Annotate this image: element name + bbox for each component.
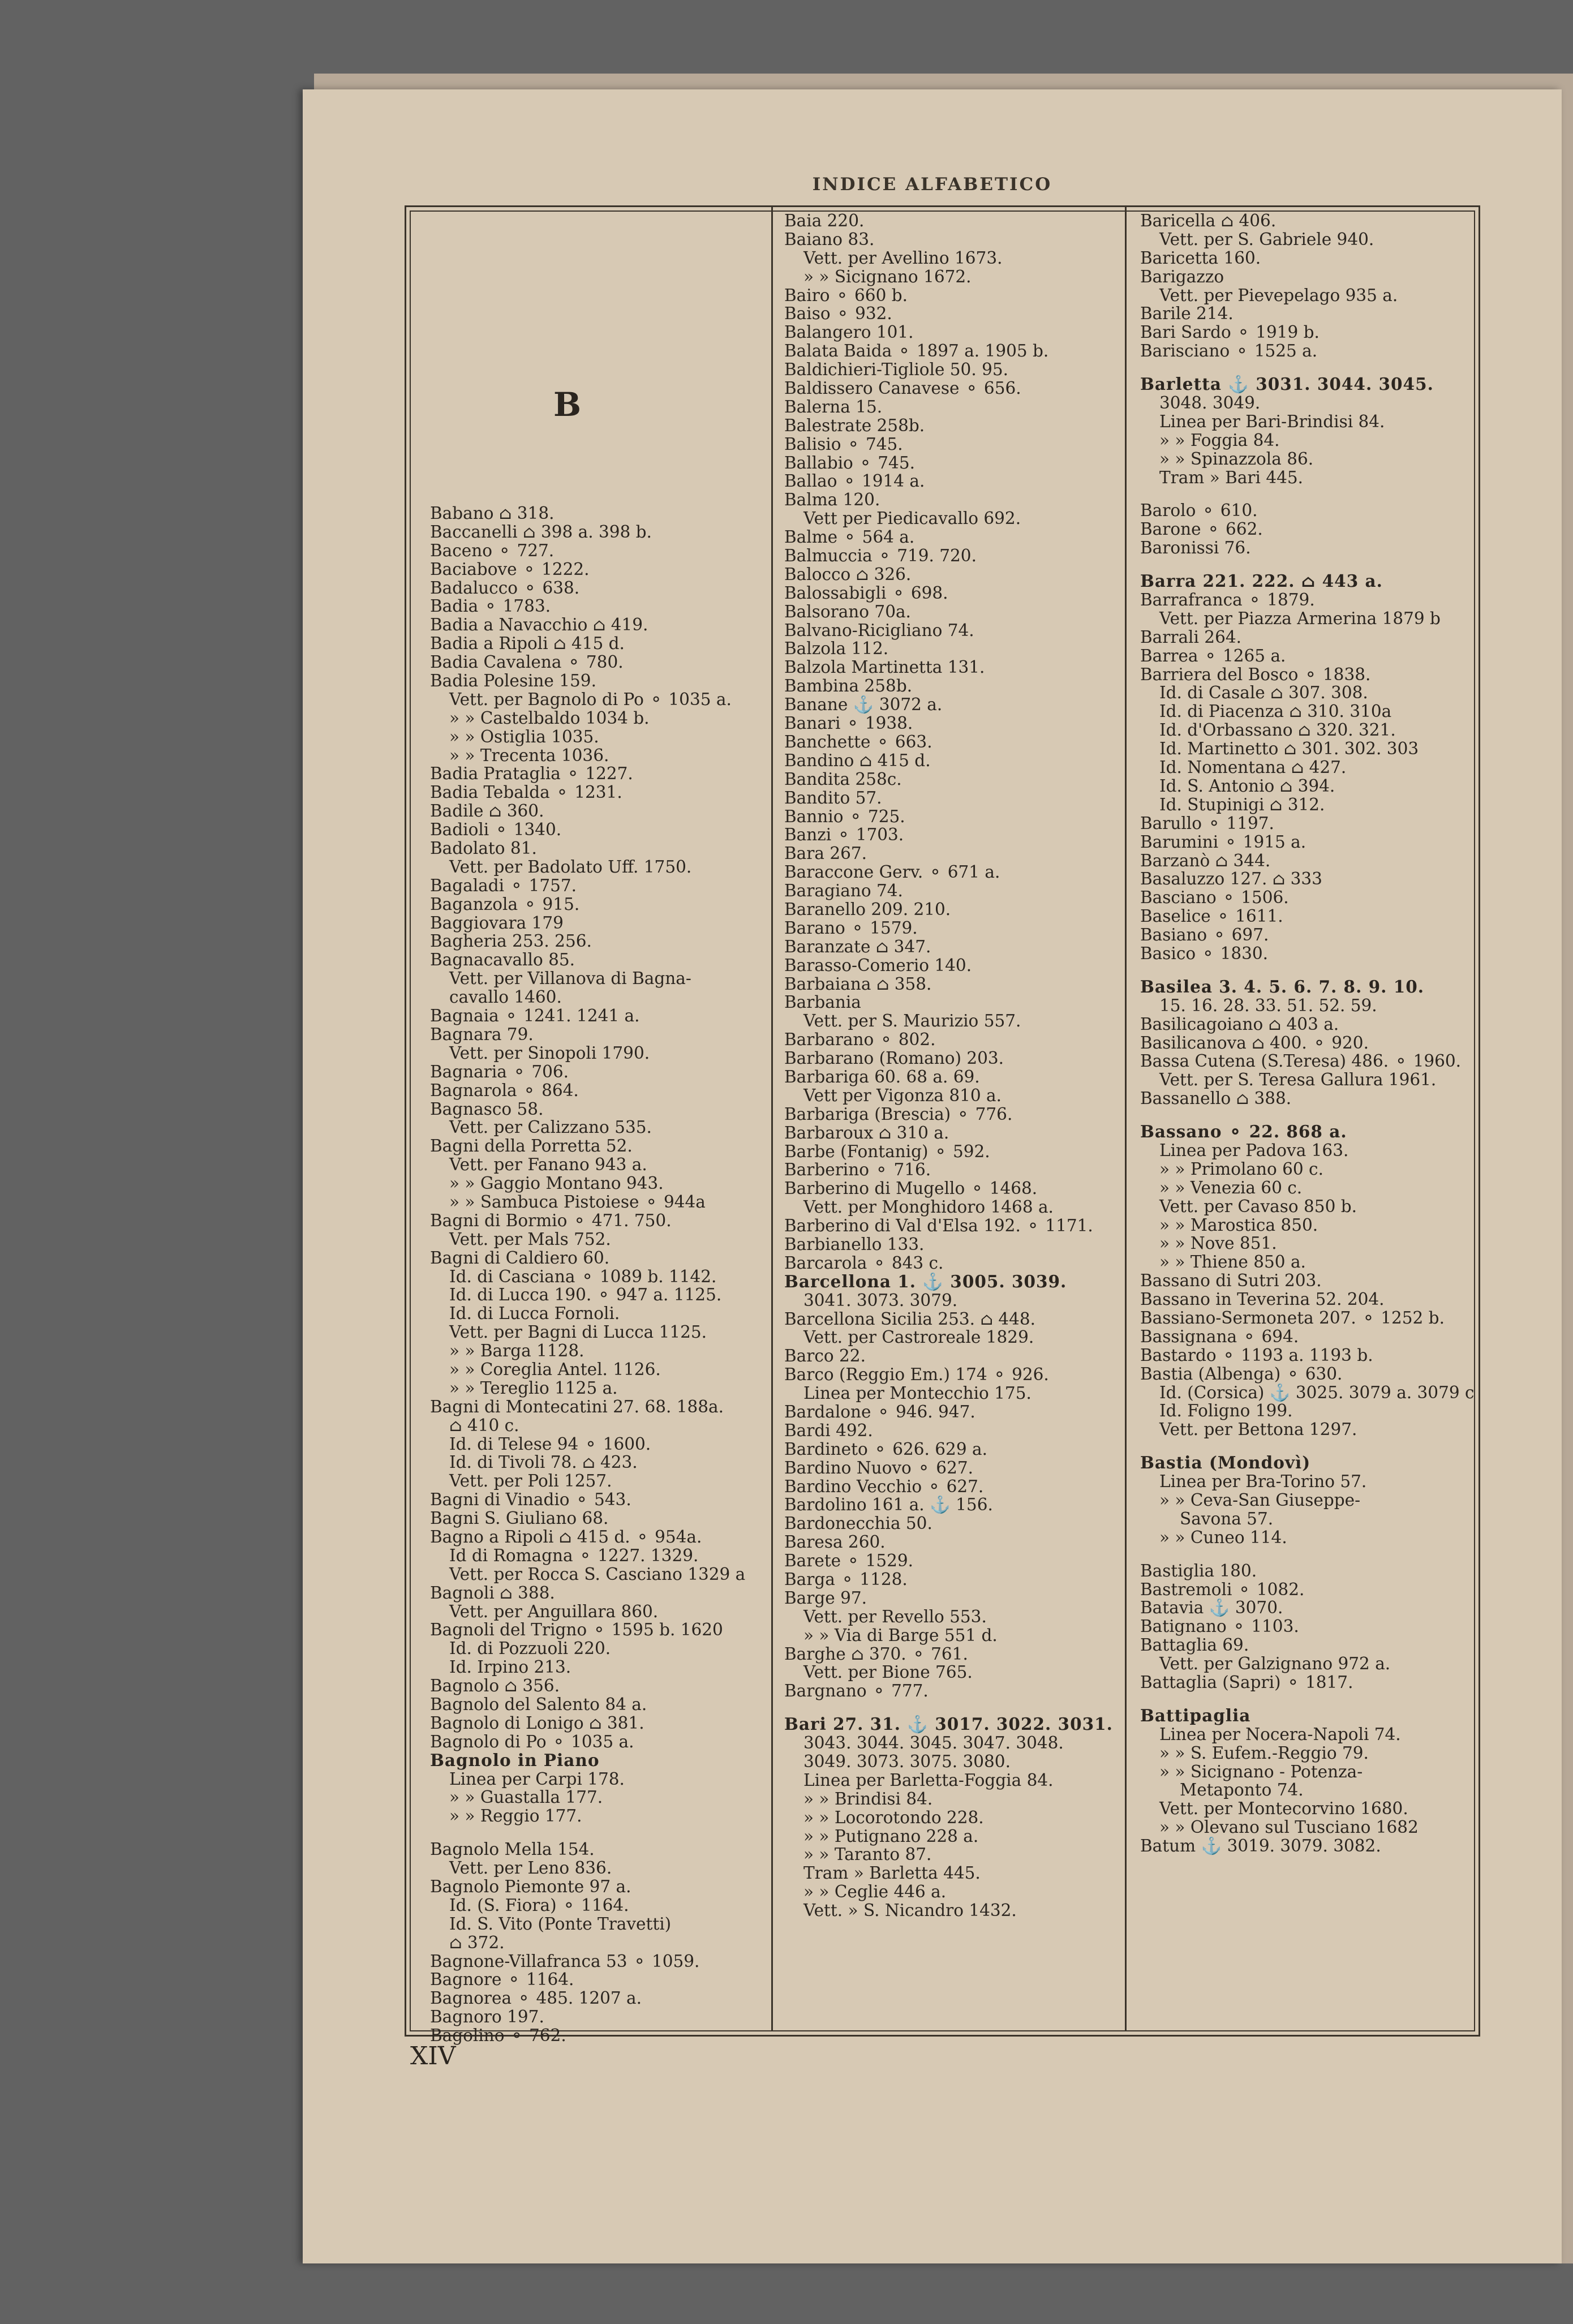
index-entry: » » Barga 1128. — [449, 1341, 584, 1361]
index-entry: Bardino Nuovo ⚬ 627. — [784, 1458, 973, 1477]
index-entry: Bagheria 253. 256. — [430, 931, 592, 951]
index-entry: Vett. per Sinopoli 1790. — [449, 1043, 650, 1063]
index-entry: Bara 267. — [784, 844, 867, 864]
index-entry: Vett. per Leno 836. — [449, 1858, 612, 1878]
index-entry: Bagnolo del Salento 84 a. — [430, 1695, 647, 1714]
index-entry: Barbarano ⚬ 802. — [784, 1030, 936, 1050]
index-entry: 3049. 3073. 3075. 3080. — [803, 1752, 1011, 1772]
entry-gap — [1140, 557, 1485, 572]
index-entry: Linea per Carpi 178. — [449, 1769, 625, 1789]
index-entry: Barbaroux ⌂ 310 a. — [784, 1123, 949, 1142]
index-entry: Barge 97. — [784, 1588, 867, 1608]
entry-gap — [784, 1700, 1135, 1715]
index-entry: Barbianello 133. — [784, 1234, 925, 1254]
index-entry: Bannio ⚬ 725. — [784, 806, 905, 826]
index-entry: Vett. per Bagni di Lucca 1125. — [449, 1322, 707, 1342]
index-entry: Balvano-Ricigliano 74. — [784, 620, 974, 640]
index-entry: Badile ⌂ 360. — [430, 801, 544, 821]
index-entry: Bastiglia 180. — [1140, 1561, 1257, 1580]
index-entry: Bagnoli ⌂ 388. — [430, 1583, 555, 1603]
index-entry: Barcellona Sicilia 253. ⌂ 448. — [784, 1309, 1036, 1329]
index-entry: Barile 214. — [1140, 304, 1234, 324]
index-entry: Baranzate ⌂ 347. — [784, 937, 931, 956]
index-entry: Vett. per Poli 1257. — [449, 1471, 612, 1491]
index-entry: Bagno a Ripoli ⌂ 415 d. ⚬ 954a. — [430, 1527, 702, 1547]
index-entry: Vett per Piedicavallo 692. — [803, 509, 1021, 529]
index-entry: Baggiovara 179 — [430, 913, 564, 933]
index-entry: Bardalone ⚬ 946. 947. — [784, 1402, 975, 1421]
index-entry: Vett. per Anguillara 860. — [449, 1601, 659, 1621]
index-entry: Barcellona 1. ⚓ 3005. 3039. — [784, 1271, 1067, 1291]
index-entry: » » Taranto 87. — [803, 1845, 932, 1865]
index-entry: Vett. per Calizzano 535. — [449, 1118, 652, 1137]
index-entry: 3043. 3044. 3045. 3047. 3048. — [803, 1733, 1064, 1753]
index-entry: Linea per Bari-Brindisi 84. — [1159, 411, 1385, 431]
index-entry: Badalucco ⚬ 638. — [430, 578, 580, 598]
index-entry: 3041. 3073. 3079. — [803, 1290, 958, 1310]
index-entry: Baciabove ⚬ 1222. — [430, 559, 590, 579]
index-entry: Bastremoli ⚬ 1082. — [1140, 1579, 1305, 1599]
index-entry: » » Cuneo 114. — [1159, 1527, 1287, 1547]
index-entry: Bassano ⚬ 22. 868 a. — [1140, 1122, 1347, 1142]
index-entry: Id. di Piacenza ⌂ 310. 310a — [1159, 702, 1392, 721]
index-entry: Bairo ⚬ 660 b. — [784, 285, 908, 305]
index-entry: Bandino ⌂ 415 d. — [784, 750, 931, 770]
index-entry: Basilea 3. 4. 5. 6. 7. 8. 9. 10. — [1140, 976, 1425, 996]
index-entry: Bari 27. 31. ⚓ 3017. 3022. 3031. — [784, 1714, 1113, 1734]
index-entry: Badia a Ripoli ⌂ 415 d. — [430, 634, 625, 654]
index-entry: Barberino di Mugello ⚬ 1468. — [784, 1179, 1038, 1198]
index-entry: Vett. per Bettona 1297. — [1159, 1420, 1357, 1440]
index-entry: Bagni S. Giuliano 68. — [430, 1509, 609, 1528]
entry-gap — [1140, 487, 1485, 501]
index-entry: Balma 120. — [784, 490, 880, 510]
index-entry: » » Coreglia Antel. 1126. — [449, 1359, 661, 1379]
index-entry: Bagni di Caldiero 60. — [430, 1248, 610, 1268]
index-entry: Id. di Casciana ⚬ 1089 b. 1142. — [449, 1266, 717, 1286]
index-entry: Bandito 57. — [784, 788, 882, 807]
index-entry: Bastia (Mondovì) — [1140, 1453, 1311, 1473]
index-entry: Barrea ⚬ 1265 a. — [1140, 646, 1286, 665]
index-entry: Badolato 81. — [430, 839, 537, 858]
index-entry: Id. d'Orbassano ⌂ 320. 321. — [1159, 720, 1396, 740]
index-entry: Barbaiana ⌂ 358. — [784, 974, 932, 994]
index-entry: Vett per Vigonza 810 a. — [803, 1085, 1002, 1105]
index-entry: Bagnolo in Piano — [430, 1750, 600, 1770]
index-entry: Linea per Barletta-Foggia 84. — [803, 1770, 1054, 1790]
index-entry: » » Gaggio Montano 943. — [449, 1174, 664, 1193]
index-entry: Baganzola ⚬ 915. — [430, 894, 580, 914]
index-entry: Battaglia 69. — [1140, 1635, 1249, 1655]
entry-gap — [1140, 963, 1485, 978]
index-entry: Bargnano ⚬ 777. — [784, 1681, 929, 1701]
index-entry: Id. di Lucca 190. ⚬ 947 a. 1125. — [449, 1285, 722, 1305]
index-entry: Vett. per Avellino 1673. — [803, 248, 1003, 268]
index-entry: Id. Nomentana ⌂ 427. — [1159, 758, 1347, 777]
index-entry: Barisciano ⚬ 1525 a. — [1140, 341, 1318, 361]
entry-gap — [1140, 1692, 1485, 1707]
index-entry: Id. di Lucca Fornoli. — [449, 1304, 620, 1324]
index-entry: Baronissi 76. — [1140, 538, 1251, 558]
index-entry: Baranello 209. 210. — [784, 899, 951, 919]
index-entry: Id. di Tivoli 78. ⌂ 423. — [449, 1453, 638, 1472]
index-entry: Vett. per Rocca S. Casciano 1329 a — [449, 1564, 746, 1584]
index-entry: Barumini ⚬ 1915 a. — [1140, 832, 1306, 852]
index-entry: Batignano ⚬ 1103. — [1140, 1617, 1299, 1636]
index-entry: 3048. 3049. — [1159, 393, 1261, 413]
index-entry: Vett. per Bagnolo di Po ⚬ 1035 a. — [449, 689, 732, 709]
index-entry: » » Ostiglia 1035. — [449, 727, 599, 746]
index-entry: ⌂ 410 c. — [449, 1415, 519, 1435]
index-entry: Savona 57. — [1180, 1509, 1274, 1528]
index-entry: Bagnolo Piemonte 97 a. — [430, 1877, 631, 1897]
index-entry: Bagnolo di Lonigo ⌂ 381. — [430, 1713, 644, 1733]
index-entry: Banzi ⚬ 1703. — [784, 825, 904, 845]
index-entry: Bagni della Porretta 52. — [430, 1136, 633, 1156]
index-entry: Tram » Bari 445. — [1159, 467, 1304, 487]
index-entry: Bagnore ⚬ 1164. — [430, 1970, 574, 1990]
index-entry: Id. Martinetto ⌂ 301. 302. 303 — [1159, 739, 1419, 759]
index-entry: Barletta ⚓ 3031. 3044. 3045. — [1140, 374, 1434, 394]
index-entry: Bassa Cutena (S.Teresa) 486. ⚬ 1960. — [1140, 1051, 1462, 1071]
entry-gap — [1140, 360, 1485, 375]
index-entry: Bagnasco 58. — [430, 1099, 544, 1119]
index-entry: Bagnoro 197. — [430, 2007, 544, 2027]
index-entry: Vett. » S. Nicandro 1432. — [803, 1901, 1017, 1921]
index-entry: Bardonecchia 50. — [784, 1514, 932, 1533]
index-entry: Bastia (Albenga) ⚬ 630. — [1140, 1364, 1343, 1384]
entry-gap — [430, 1825, 764, 1840]
index-entry: Balme ⚬ 564 a. — [784, 527, 915, 547]
index-entry: Baiano 83. — [784, 229, 875, 249]
index-column-2 — [771, 207, 1135, 2031]
index-entry: Barco (Reggio Em.) 174 ⚬ 926. — [784, 1365, 1049, 1385]
index-entry: Linea per Bra-Torino 57. — [1159, 1472, 1367, 1492]
index-entry: » » Ceglie 446 a. — [803, 1882, 947, 1902]
index-entry: Bagnolo ⌂ 356. — [430, 1676, 560, 1696]
index-entry: Barbe (Fontanig) ⚬ 592. — [784, 1141, 990, 1161]
index-entry: Bagnaria ⚬ 706. — [430, 1062, 569, 1081]
index-entry: Baldissero Canavese ⚬ 656. — [784, 379, 1021, 398]
index-entry: » » Castelbaldo 1034 b. — [449, 708, 650, 728]
index-entry: Barolo ⚬ 610. — [1140, 501, 1258, 521]
index-entry: Bardineto ⚬ 626. 629 a. — [784, 1439, 987, 1459]
index-entry: Balsorano 70a. — [784, 602, 911, 621]
index-entry: Bassano in Teverina 52. 204. — [1140, 1290, 1385, 1309]
index-entry: Baceno ⚬ 727. — [430, 540, 555, 560]
index-entry: Balisio ⚬ 745. — [784, 434, 903, 454]
index-entry: » » Thiene 850 a. — [1159, 1252, 1306, 1272]
index-entry: Baricetta 160. — [1140, 248, 1261, 268]
index-entry: Bardolino 161 a. ⚓ 156. — [784, 1495, 993, 1515]
index-entry: » » Sicignano - Potenza- — [1159, 1762, 1363, 1781]
index-entry: Badia a Navacchio ⌂ 419. — [430, 615, 648, 635]
index-entry: Barano ⚬ 1579. — [784, 918, 918, 938]
index-entry: Id. di Telese 94 ⚬ 1600. — [449, 1434, 651, 1454]
index-entry: Barone ⚬ 662. — [1140, 519, 1263, 539]
index-entry: Vett. per Montecorvino 1680. — [1159, 1799, 1408, 1819]
book-page — [303, 89, 1562, 2263]
index-entry: » » Spinazzola 86. — [1159, 449, 1314, 469]
index-entry: Bagnone-Villafranca 53 ⚬ 1059. — [430, 1951, 700, 1971]
index-entry: » » Venezia 60 c. — [1159, 1178, 1303, 1197]
index-entry: Bastardo ⚬ 1193 a. 1193 b. — [1140, 1345, 1373, 1365]
index-entry: Balocco ⌂ 326. — [784, 564, 912, 584]
index-entry: Badioli ⚬ 1340. — [430, 820, 562, 840]
index-entry: Metaponto 74. — [1180, 1780, 1304, 1800]
index-entry: » » Ceva-San Giuseppe- — [1159, 1490, 1361, 1510]
index-entry: Bagnolo di Po ⚬ 1035 a. — [430, 1732, 634, 1751]
entry-gap — [1140, 1547, 1485, 1562]
index-entry: Bardi 492. — [784, 1420, 873, 1440]
index-entry: Bagnarola ⚬ 864. — [430, 1080, 579, 1100]
index-entry: Basilicanova ⌂ 400. ⚬ 920. — [1140, 1033, 1369, 1053]
page-number: XIV — [410, 2042, 456, 2070]
index-entry: Baccanelli ⌂ 398 a. 398 b. — [430, 522, 652, 542]
index-entry: Id. Foligno 199. — [1159, 1401, 1293, 1421]
index-entry: » » Sambuca Pistoiese ⚬ 944a — [449, 1192, 706, 1212]
index-entry: Vett. per S. Maurizio 557. — [803, 1011, 1021, 1031]
index-entry: Barga ⚬ 1128. — [784, 1570, 908, 1590]
index-entry: Bagnolo Mella 154. — [430, 1840, 595, 1859]
index-entry: Banane ⚓ 3072 a. — [784, 695, 943, 715]
index-entry: Barghe ⌂ 370. ⚬ 761. — [784, 1644, 968, 1664]
index-entry: Bagaladi ⚬ 1757. — [430, 875, 577, 895]
index-entry: Vett. per S. Teresa Gallura 1961. — [1159, 1070, 1437, 1090]
index-entry: Barriera del Bosco ⚬ 1838. — [1140, 664, 1371, 684]
index-entry: Barco 22. — [784, 1346, 866, 1366]
index-entry: Balerna 15. — [784, 397, 883, 416]
index-entry: Baiso ⚬ 932. — [784, 304, 892, 324]
index-entry: Basciano ⚬ 1506. — [1140, 888, 1289, 908]
index-entry: » » Marostica 850. — [1159, 1215, 1318, 1235]
index-entry: » » Primolano 60 c. — [1159, 1159, 1323, 1179]
entry-gap — [1140, 1108, 1485, 1123]
index-entry: Battaglia (Sapri) ⚬ 1817. — [1140, 1673, 1353, 1692]
index-entry: Barbania — [784, 993, 861, 1012]
index-entry: Basiano ⚬ 697. — [1140, 925, 1269, 945]
index-entry: Balata Baida ⚬ 1897 a. 1905 b. — [784, 341, 1049, 361]
index-entry: » » Tereglio 1125 a. — [449, 1378, 618, 1398]
index-entry: Bassano di Sutri 203. — [1140, 1271, 1322, 1291]
index-entry: Vett. per Cavaso 850 b. — [1159, 1196, 1357, 1216]
index-entry: » » Reggio 177. — [449, 1806, 582, 1826]
index-entry: Barbariga 60. 68 a. 69. — [784, 1067, 980, 1086]
index-entry: » » S. Eufem.-Reggio 79. — [1159, 1743, 1369, 1763]
index-entry: Basaluzzo 127. ⌂ 333 — [1140, 869, 1322, 889]
index-entry: Batum ⚓ 3019. 3079. 3082. — [1140, 1836, 1381, 1856]
index-entry: Baselice ⚬ 1611. — [1140, 907, 1283, 926]
index-entry: Baricella ⌂ 406. — [1140, 211, 1277, 230]
index-entry: Vett. per Badolato Uff. 1750. — [449, 857, 692, 877]
index-entry: Bagni di Montecatini 27. 68. 188a. — [430, 1397, 724, 1416]
index-entry: » » Trecenta 1036. — [449, 745, 609, 765]
index-entry: Id. (S. Fiora) ⚬ 1164. — [449, 1895, 629, 1915]
index-entry: Balestrate 258b. — [784, 415, 925, 435]
index-entry: Barigazzo — [1140, 267, 1224, 286]
index-entry: Barberino di Val d'Elsa 192. ⚬ 1171. — [784, 1216, 1093, 1236]
index-entry: Batavia ⚓ 3070. — [1140, 1598, 1283, 1618]
index-entry: Linea per Montecchio 175. — [803, 1384, 1032, 1403]
index-entry: ⌂ 372. — [449, 1932, 505, 1952]
index-entry: Baldichieri-Tigliole 50. 95. — [784, 360, 1008, 380]
index-entry: Badia Cavalena ⚬ 780. — [430, 652, 624, 672]
index-entry: Vett. per Fanano 943 a. — [449, 1155, 647, 1175]
index-entry: Ballabio ⚬ 745. — [784, 453, 915, 472]
index-entry: » » Locorotondo 228. — [803, 1807, 984, 1827]
index-entry: Vett. per Revello 553. — [803, 1606, 987, 1626]
index-entry: Banari ⚬ 1938. — [784, 714, 913, 733]
index-column-3 — [1125, 207, 1485, 2031]
index-entry: cavallo 1460. — [449, 987, 562, 1007]
index-entry: Banchette ⚬ 663. — [784, 732, 932, 751]
index-entry: Barra 221. 222. ⌂ 443 a. — [1140, 571, 1383, 591]
index-entry: Id. (Corsica) ⚓ 3025. 3079 a. 3079 c — [1159, 1382, 1475, 1402]
index-entry: Bagnoli del Trigno ⚬ 1595 b. 1620 — [430, 1620, 723, 1640]
index-entry: » » Sicignano 1672. — [803, 267, 972, 286]
index-entry: Balzola Martinetta 131. — [784, 658, 985, 677]
index-entry: Vett. per Galzignano 972 a. — [1159, 1654, 1391, 1674]
index-entry: Barberino ⚬ 716. — [784, 1160, 931, 1180]
index-entry: Id. S. Vito (Ponte Travetti) — [449, 1914, 672, 1934]
index-entry: Barzanò ⌂ 344. — [1140, 850, 1271, 870]
index-entry: Badia ⚬ 1783. — [430, 596, 551, 616]
index-entry: » » Brindisi 84. — [803, 1789, 933, 1808]
index-entry: Baia 220. — [784, 211, 865, 230]
index-entry: Barbariga (Brescia) ⚬ 776. — [784, 1104, 1013, 1124]
index-entry: Id. S. Antonio ⌂ 394. — [1159, 776, 1335, 796]
index-entry: Bagnaia ⚬ 1241. 1241 a. — [430, 1006, 640, 1026]
index-entry: Bagnara 79. — [430, 1024, 534, 1044]
index-entry: Vett. per Castroreale 1829. — [803, 1328, 1034, 1347]
index-entry: Bari Sardo ⚬ 1919 b. — [1140, 323, 1320, 342]
index-entry: Vett. per S. Gabriele 940. — [1159, 229, 1374, 249]
index-entry: Bagnorea ⚬ 485. 1207 a. — [430, 1988, 642, 2008]
index-entry: Bassiano-Sermoneta 207. ⚬ 1252 b. — [1140, 1308, 1445, 1328]
index-entry: Bassignana ⚬ 694. — [1140, 1326, 1299, 1346]
index-entry: Balossabigli ⚬ 698. — [784, 583, 948, 603]
index-entry: Badia Polesine 159. — [430, 671, 596, 691]
index-entry: » » Putignano 228 a. — [803, 1826, 979, 1846]
entry-gap — [1140, 1439, 1485, 1454]
index-entry: Balzola 112. — [784, 639, 889, 659]
index-entry: Vett. per Piazza Armerina 1879 b — [1159, 608, 1441, 628]
index-entry: Linea per Nocera-Napoli 74. — [1159, 1724, 1401, 1744]
index-entry: Bagni di Vinadio ⚬ 543. — [430, 1490, 631, 1510]
index-entry: Baresa 260. — [784, 1532, 886, 1552]
index-entry: Barbarano (Romano) 203. — [784, 1049, 1004, 1068]
index-entry: Barete ⚬ 1529. — [784, 1551, 914, 1571]
index-entry: » » Olevano sul Tusciano 1682 — [1159, 1818, 1419, 1837]
index-entry: Battipaglia — [1140, 1705, 1251, 1725]
index-entry: Basico ⚬ 1830. — [1140, 943, 1269, 963]
index-entry: Barullo ⚬ 1197. — [1140, 813, 1274, 833]
index-entry: Vett. per Mals 752. — [449, 1229, 611, 1249]
index-entry: Id. Irpino 213. — [449, 1657, 571, 1677]
page-header: INDICE ALFABETICO — [812, 174, 1052, 195]
index-entry: Id. Stupinigi ⌂ 312. — [1159, 794, 1325, 814]
section-letter: B — [553, 385, 582, 424]
index-entry: Id di Romagna ⚬ 1227. 1329. — [449, 1545, 699, 1565]
index-entry: Bagolino ⚬ 762. — [430, 2026, 566, 2046]
index-entry: Bassanello ⌂ 388. — [1140, 1089, 1292, 1109]
index-entry: Ballao ⚬ 1914 a. — [784, 471, 925, 491]
index-entry: Bandita 258c. — [784, 769, 902, 789]
index-entry: » » Guastalla 177. — [449, 1788, 603, 1807]
index-entry: » » Foggia 84. — [1159, 430, 1280, 450]
index-entry: Bambina 258b. — [784, 676, 913, 696]
index-entry: Basilicagoiano ⌂ 403 a. — [1140, 1014, 1339, 1034]
index-entry: Balangero 101. — [784, 323, 914, 342]
index-entry: Barrali 264. — [1140, 627, 1241, 647]
index-entry: Bagnacavallo 85. — [430, 950, 575, 970]
index-entry: Id. di Pozzuoli 220. — [449, 1639, 611, 1659]
index-entry: » » Nove 851. — [1159, 1234, 1277, 1253]
index-frame — [405, 205, 1480, 2046]
index-entry: Linea per Padova 163. — [1159, 1140, 1349, 1160]
index-column-1 — [430, 207, 764, 2324]
index-entry: Balmuccia ⚬ 719. 720. — [784, 546, 977, 566]
index-entry: 15. 16. 28. 33. 51. 52. 59. — [1159, 995, 1377, 1015]
index-entry: » » Via di Barge 551 d. — [803, 1625, 998, 1645]
index-entry: Baragiano 74. — [784, 881, 903, 901]
index-entry: Badia Tebalda ⚬ 1231. — [430, 783, 622, 802]
index-entry: Vett. per Bione 765. — [803, 1663, 973, 1682]
index-entry: Babano ⌂ 318. — [430, 504, 555, 523]
index-entry: Vett. per Pievepelago 935 a. — [1159, 285, 1398, 305]
index-entry: Badia Prataglia ⚬ 1227. — [430, 764, 633, 784]
index-entry: Id. di Casale ⌂ 307. 308. — [1159, 683, 1368, 703]
index-entry: Vett. per Monghidoro 1468 a. — [803, 1197, 1054, 1217]
index-entry: Barasso-Comerio 140. — [784, 955, 972, 975]
index-entry: Bagni di Bormio ⚬ 471. 750. — [430, 1210, 672, 1230]
index-entry: Barrafranca ⚬ 1879. — [1140, 590, 1315, 610]
index-entry: Bardino Vecchio ⚬ 627. — [784, 1476, 984, 1496]
index-entry: Tram » Barletta 445. — [803, 1863, 981, 1883]
index-entry: Vett. per Villanova di Bagna- — [449, 969, 691, 989]
index-entry: Barcarola ⚬ 843 c. — [784, 1253, 944, 1273]
index-entry: Baraccone Gerv. ⚬ 671 a. — [784, 862, 1000, 882]
